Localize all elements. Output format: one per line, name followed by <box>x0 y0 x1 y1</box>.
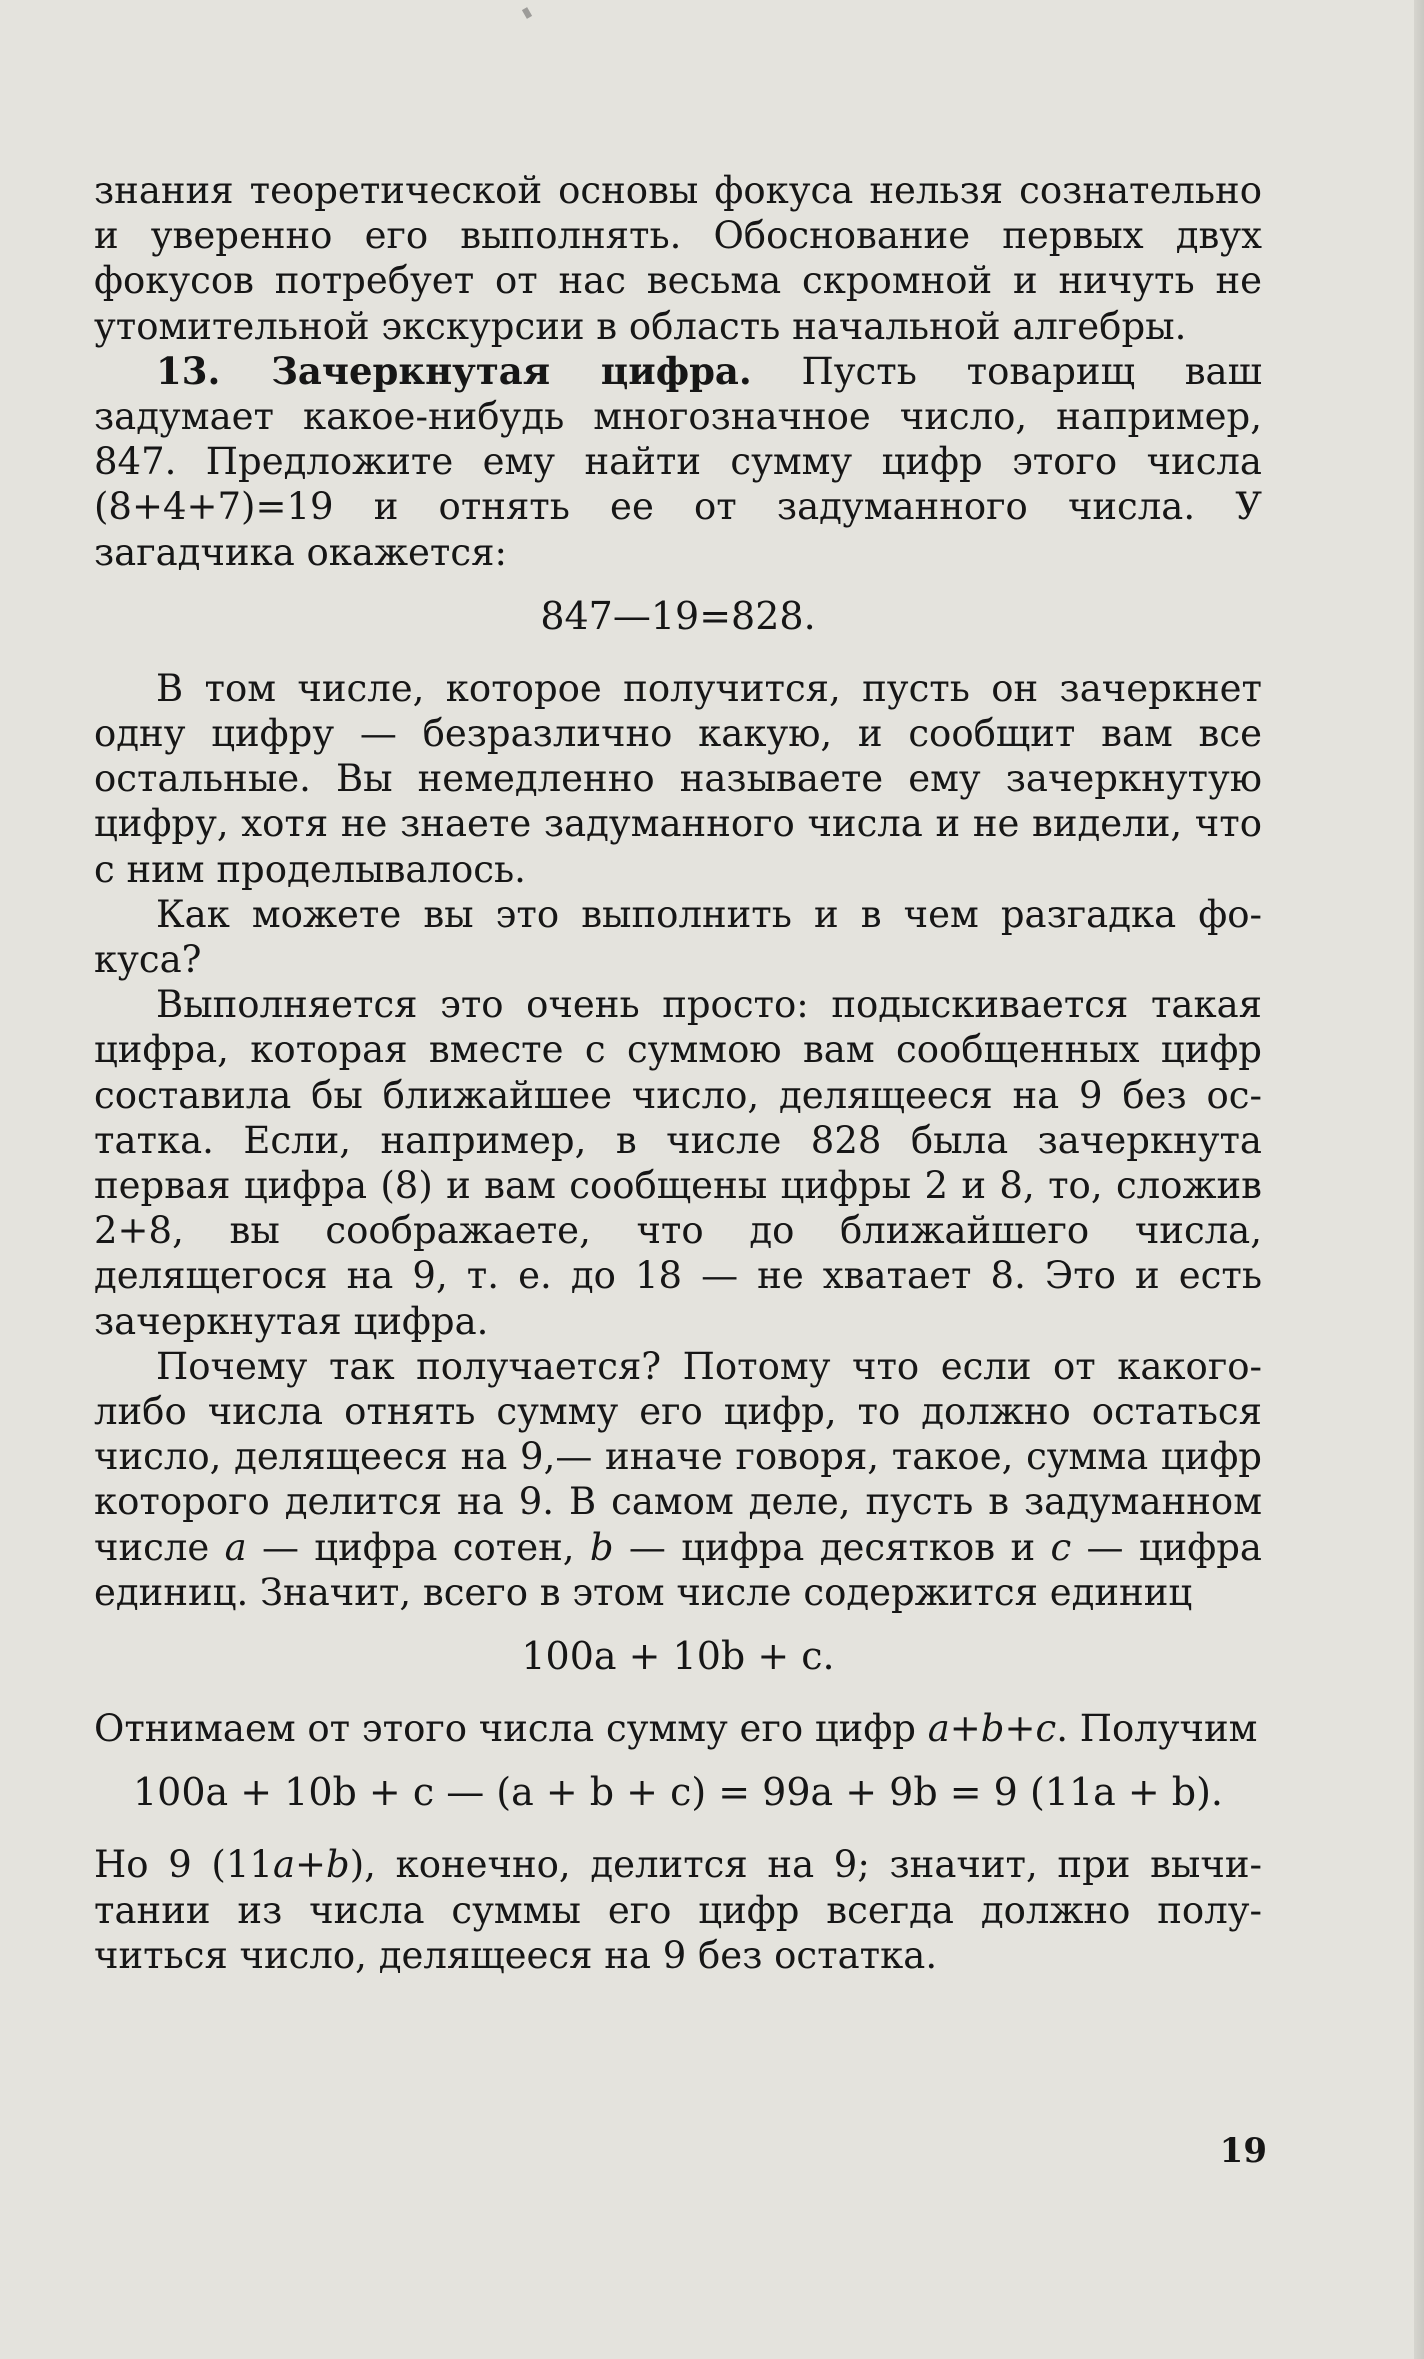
paragraph-2-text: Пусть товарищ ваш задумает какое-нибудь многозначное число, например, 847. Предложите ему найти сумму цифр этого числа (8+4+7)=19 и отнять ее от задуманного числа. У загадчика окажется: <box>94 349 1262 574</box>
paragraph-8-part-1: Но 9 (11 <box>94 1843 273 1887</box>
expression-11a-b: a+b <box>272 1843 350 1887</box>
paragraph-6-part-2: — цифра сотен, <box>246 1525 590 1569</box>
paragraph-3: В том числе, которое получится, пусть он зачеркнет одну цифру — безразлично какую, и сообщит вам все остальные. Вы немедленно называете ему зачеркнутую цифру, хотя не знаете задуманного числа и не видели, что с ним проделывалось. <box>94 666 1262 891</box>
page-text <box>94 168 1262 1978</box>
paragraph-7-part-2: . Получим <box>1056 1707 1258 1751</box>
paragraph-7 <box>94 1706 1262 1751</box>
variable-a: a <box>224 1525 247 1569</box>
expression-sum: a+b+c <box>927 1707 1057 1751</box>
page-edge <box>1414 0 1424 2359</box>
paragraph-5: Выполняется это очень просто: подыскивается такая цифра, которая вместе с суммою вам сообщенных цифр составила бы ближайшее число, делящееся на 9 без остатка. Если, например, в числе 828 была зачеркнута первая цифра (8) и вам сообщены цифры 2 и 8, то, сложив 2+8, вы соображаете, что до ближайшего числа, делящегося на 9, т. е. до 18 — не хватает 8. Это и есть зачеркнутая цифра. <box>94 983 1262 1343</box>
section-heading: 13. Зачеркнутая цифра. <box>156 348 752 393</box>
variable-c: c <box>1050 1525 1072 1569</box>
formula-1: 847—19=828. <box>540 593 816 638</box>
page-number: 19 <box>1219 2131 1267 2171</box>
paragraph-6-part-3: — цифра десятков и <box>613 1525 1051 1569</box>
paragraph-1: знания теоретической основы фокуса нельзя сознательно и уверенно его выполнять. Обоснование первых двух фокусов потребует от нас весьма скромной и ничуть не утомительной экскурсии в область начальной алгебры. <box>94 169 1262 348</box>
paragraph-8 <box>94 1842 1262 1978</box>
paragraph-6 <box>94 1344 1262 1615</box>
scan-speck <box>522 7 532 19</box>
paragraph-6-part-4: — цифра единиц. Значит, всего в этом числе содержится единиц <box>94 1525 1262 1614</box>
paragraph-8-part-2: ), конечно, делится на 9; значит, при вычитании из числа суммы его цифр всегда должно получиться число, делящееся на 9 без остатка. <box>94 1843 1263 1977</box>
paragraph-6-part-1: Почему так получается? Потому что если от какого-либо числа отнять сумму его цифр, то должно остаться число, делящееся на 9,— иначе говоря, такое, сумма цифр которого делится на 9. В самом деле, пусть в задуманном числе <box>94 1344 1262 1569</box>
paragraph-7-part-1: Отнимаем от этого числа сумму его цифр <box>94 1707 928 1751</box>
formula-3: 100a + 10b + c — (a + b + c) = 99a + 9b = 9 (11a + b). <box>132 1770 1224 1815</box>
paragraph-2 <box>94 349 1262 575</box>
variable-b: b <box>589 1525 614 1569</box>
formula-2: 100a + 10b + c. <box>521 1634 835 1679</box>
paragraph-4: Как можете вы это выполнить и в чем разгадка фокуса? <box>94 892 1262 982</box>
